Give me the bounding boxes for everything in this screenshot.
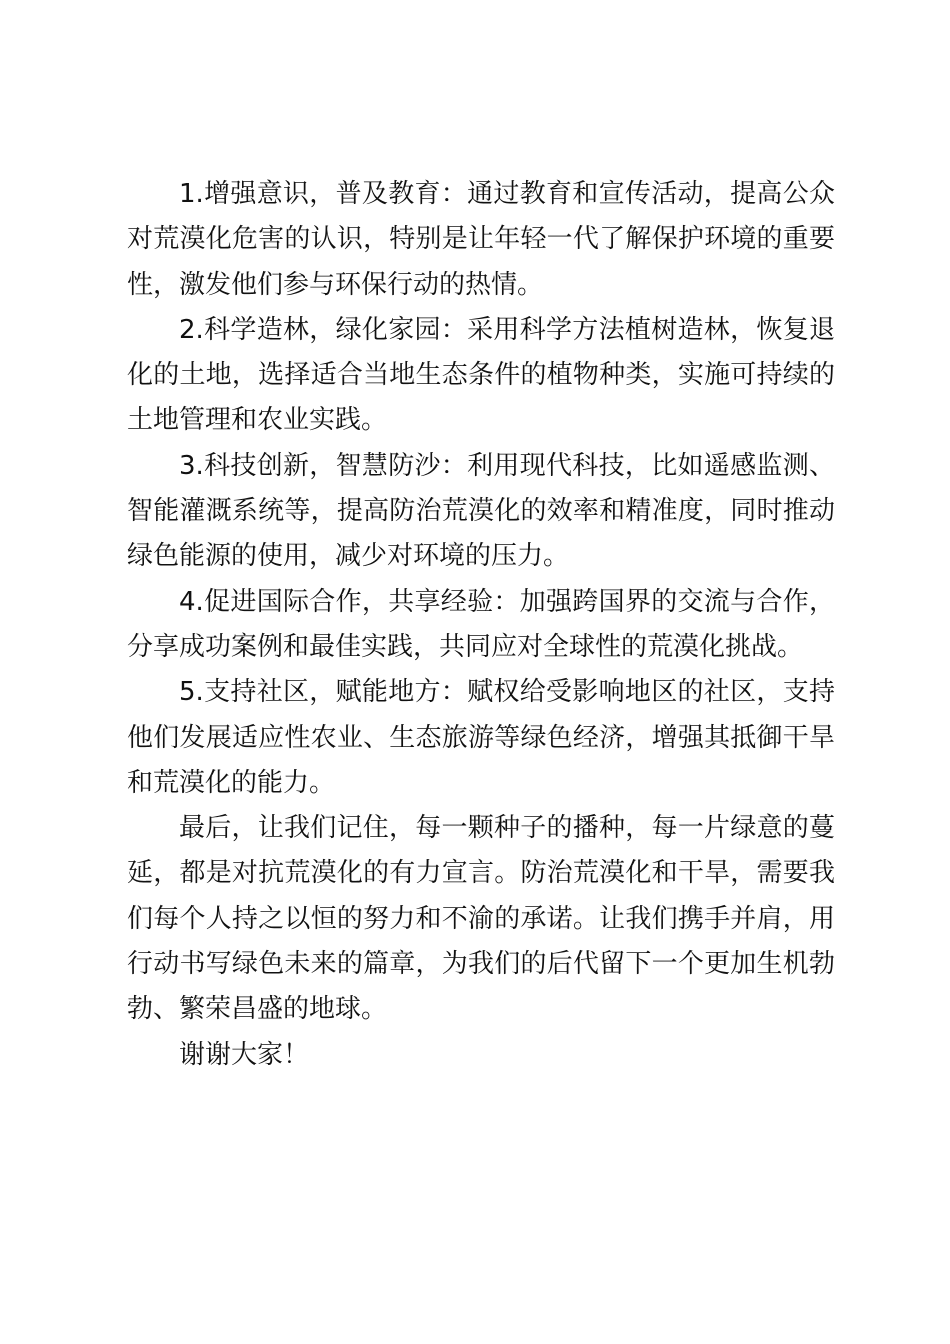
document-body	[127, 172, 835, 1078]
paragraph-technology-innovation: 3.科技创新，智慧防沙：利用现代科技，比如遥感监测、智能灌溉系统等，提高防治荒漠化的效率和精准度，同时推动绿色能源的使用，减少对环境的压力。	[127, 450, 835, 572]
paragraph-thanks: 谢谢大家！	[179, 1039, 310, 1070]
paragraph-international-cooperation: 4.促进国际合作，共享经验：加强跨国界的交流与合作，分享成功案例和最佳实践，共同应对全球性的荒漠化挑战。	[127, 586, 835, 662]
paragraph-community-support: 5.支持社区，赋能地方：赋权给受影响地区的社区，支持他们发展适应性农业、生态旅游等绿色经济，增强其抵御干旱和荒漠化的能力。	[127, 677, 835, 798]
paragraph-afforestation: 2.科学造林，绿化家园：采用科学方法植树造林，恢复退化的土地，选择适合当地生态条件的植物种类，实施可持续的土地管理和农业实践。	[127, 314, 835, 436]
paragraph-conclusion: 最后，让我们记住，每一颗种子的播种，每一片绿意的蔓延，都是对抗荒漠化的有力宣言。防治荒漠化和干旱，需要我们每个人持之以恒的努力和不渝的承诺。让我们携手并肩，用行动书写绿色未来的篇章，为我们的后代留下一个更加生机勃勃、繁荣昌盛的地球。	[127, 813, 835, 1025]
paragraph-awareness-education: 1.增强意识，普及教育：通过教育和宣传活动，提高公众对荒漠化危害的认识，特别是让年轻一代了解保护环境的重要性，激发他们参与环保行动的热情。	[127, 179, 835, 300]
